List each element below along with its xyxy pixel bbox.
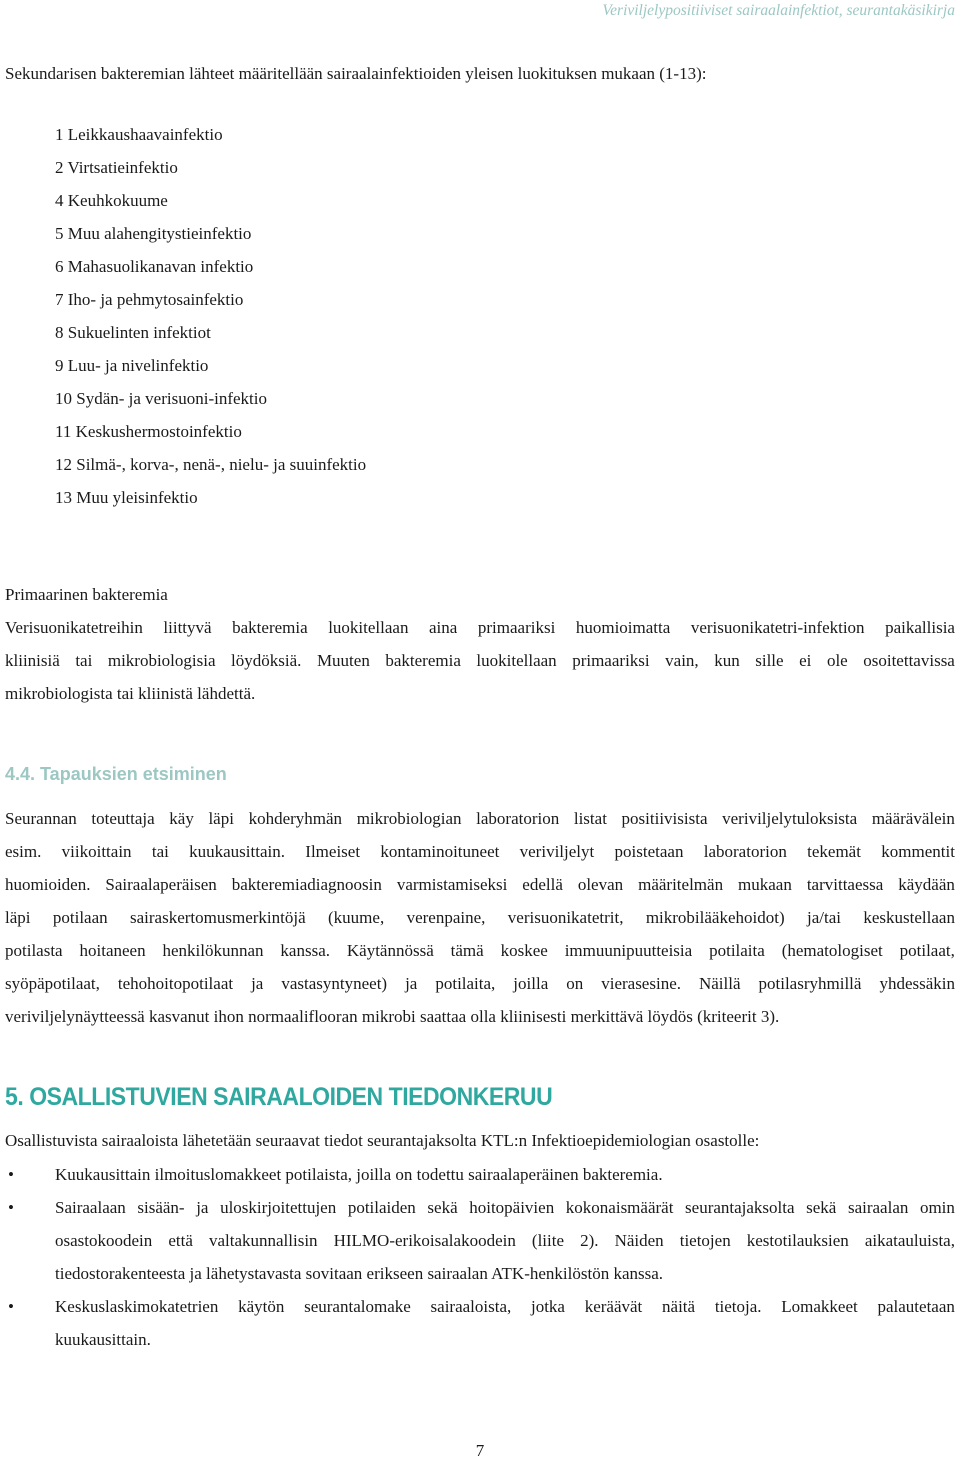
word: tai bbox=[151, 842, 169, 861]
word: mikrobiologisia bbox=[107, 651, 216, 670]
word: on bbox=[566, 974, 584, 993]
list-item: 10 Sydän- ja verisuoni-infektio bbox=[55, 389, 267, 408]
word: jotka bbox=[530, 1297, 565, 1316]
word: potilaita, bbox=[435, 974, 496, 993]
word: määrävälein bbox=[871, 809, 955, 828]
word: ja bbox=[405, 974, 418, 993]
word: käydään bbox=[898, 875, 955, 894]
word: viikoittain bbox=[61, 842, 132, 861]
page-number: 7 bbox=[475, 1441, 485, 1460]
word: edellä bbox=[522, 875, 563, 894]
word: laboratorion bbox=[476, 809, 560, 828]
word: kliinisiä bbox=[5, 651, 60, 670]
word: hoitaneen bbox=[79, 941, 146, 960]
word: (liite bbox=[531, 1231, 565, 1250]
word: Ilmeiset bbox=[305, 842, 361, 861]
word: ei bbox=[799, 651, 812, 670]
word: sekä bbox=[806, 1198, 837, 1217]
intro-paragraph: Sekundarisen bakteremian lähteet määritellään sairaalainfektioiden yleisen luokituksen mukaan (1-13): bbox=[5, 64, 707, 83]
section-heading-5: 5. OSALLISTUVIEN SAIRAALOIDEN TIEDONKERUU bbox=[5, 1083, 553, 1111]
word: liittyvä bbox=[163, 618, 212, 637]
word: tietoja. bbox=[714, 1297, 762, 1316]
bullet-item bbox=[55, 1191, 955, 1290]
word: sisään- bbox=[137, 1198, 185, 1217]
word: potilasryhmillä bbox=[758, 974, 862, 993]
word: primaariksi bbox=[477, 618, 556, 637]
paragraph-line bbox=[5, 967, 955, 1000]
paragraph-line bbox=[5, 901, 955, 934]
word: kuukausittain. bbox=[189, 842, 285, 861]
word: mikrobilääkehoidot) bbox=[645, 908, 785, 927]
word: huomioiden. bbox=[5, 875, 91, 894]
word: ole bbox=[826, 651, 848, 670]
paragraph-line bbox=[5, 802, 955, 835]
bullet-icon: • bbox=[8, 1165, 14, 1184]
word: listat bbox=[573, 809, 607, 828]
word: esim. bbox=[5, 842, 42, 861]
paragraph-line: mikrobiologista tai kliinistä lähdettä. bbox=[5, 684, 256, 703]
list-item: 4 Keuhkokuume bbox=[55, 191, 168, 210]
word: Näiden bbox=[614, 1231, 664, 1250]
section-heading-4-4: 4.4. Tapauksien etsiminen bbox=[5, 764, 227, 784]
word: käy bbox=[169, 809, 194, 828]
paragraph-line bbox=[5, 934, 955, 967]
word: osastokoodein bbox=[55, 1231, 153, 1250]
paragraph-line: kuukausittain. bbox=[55, 1330, 151, 1349]
bullet-item bbox=[55, 1158, 955, 1191]
primary-bacteremia-title: Primaarinen bakteremia bbox=[5, 585, 168, 604]
word: koskee bbox=[500, 941, 548, 960]
word: 2). bbox=[580, 1231, 599, 1250]
list-item: 9 Luu- ja nivelinfektio bbox=[55, 356, 209, 375]
word: sekä bbox=[427, 1198, 458, 1217]
word: aina bbox=[429, 618, 458, 637]
word: tehohoitopotilaat bbox=[117, 974, 234, 993]
word: veriviljelytuloksista bbox=[722, 809, 858, 828]
paragraph-line: Kuukausittain ilmoituslomakkeet potilaista, joilla on todettu sairaalaperäinen bakteremia. bbox=[55, 1165, 663, 1184]
word: luokitellaan bbox=[328, 618, 409, 637]
word: potilaiden bbox=[347, 1198, 416, 1217]
word: vierasesine. bbox=[601, 974, 681, 993]
word: Verisuonikatetreihin bbox=[5, 618, 143, 637]
word: ja bbox=[251, 974, 264, 993]
word: kohderyhmän bbox=[248, 809, 343, 828]
word: verenpaine, bbox=[406, 908, 486, 927]
list-item: 11 Keskushermostoinfektio bbox=[55, 422, 242, 441]
paragraph-line: veriviljelynäytteessä kasvanut ihon normaaliflooran mikrobi saattaa olla kliinisesti merkittävä löydös (kriteerit 3). bbox=[5, 1007, 780, 1026]
word: Lomakkeet bbox=[781, 1297, 858, 1316]
word: hoitopäivien bbox=[469, 1198, 555, 1217]
word: Muuten bbox=[316, 651, 370, 670]
word: osoitettavissa bbox=[863, 651, 955, 670]
primary-bacteremia-paragraph bbox=[5, 611, 955, 710]
word: sairaaloista, bbox=[430, 1297, 512, 1316]
word: syöpäpotilaat, bbox=[5, 974, 100, 993]
word: HILMO-erikoisalakoodein bbox=[333, 1231, 516, 1250]
word: läpi bbox=[208, 809, 234, 828]
word: valtakunnallisin bbox=[208, 1231, 318, 1250]
word: tarvittaessa bbox=[806, 875, 884, 894]
word: varmistamiseksi bbox=[396, 875, 508, 894]
word: ja bbox=[196, 1198, 209, 1217]
word: luokitellaan bbox=[476, 651, 557, 670]
word: sille bbox=[755, 651, 784, 670]
word: verisuonikatetrit, bbox=[507, 908, 624, 927]
paragraph-line: tiedostorakenteesta ja lähetystavasta sovitaan erikseen sairaalan ATK-henkilöstön kanssa. bbox=[55, 1264, 664, 1283]
word: tekemät bbox=[807, 842, 861, 861]
word: toteuttaja bbox=[91, 809, 155, 828]
word: huomioimatta bbox=[575, 618, 671, 637]
list-item: 6 Mahasuolikanavan infektio bbox=[55, 257, 254, 276]
word: vastasyntyneet) bbox=[281, 974, 388, 993]
word: tai bbox=[75, 651, 93, 670]
list-item: 5 Muu alahengitystieinfektio bbox=[55, 224, 252, 243]
word: potilasta bbox=[5, 941, 63, 960]
word: paikallisia bbox=[885, 618, 955, 637]
data-collection-intro: Osallistuvista sairaaloista lähetetään seuraavat tiedot seurantajaksolta KTL:n Infektioepidemiologian osastolle: bbox=[5, 1131, 760, 1150]
word: seurantalomake bbox=[304, 1297, 411, 1316]
word: Sairaalaperäisen bbox=[105, 875, 217, 894]
word: keskustellaan bbox=[863, 908, 955, 927]
word: mikrobiologian bbox=[356, 809, 462, 828]
bullet-item bbox=[55, 1290, 955, 1356]
word: kommentit bbox=[881, 842, 955, 861]
word: kestotilauksien bbox=[746, 1231, 849, 1250]
word: tämä bbox=[450, 941, 484, 960]
word: käytön bbox=[238, 1297, 285, 1316]
word: kanssa. bbox=[280, 941, 330, 960]
paragraph-line bbox=[55, 1290, 955, 1323]
word: aikatauluista, bbox=[864, 1231, 955, 1250]
word: primaariksi bbox=[572, 651, 650, 670]
word: potilaita bbox=[709, 941, 765, 960]
word: bakteremia bbox=[385, 651, 461, 670]
word: uloskirjoitettujen bbox=[220, 1198, 337, 1217]
word: kontaminoituneet bbox=[380, 842, 500, 861]
paragraph-line bbox=[55, 1224, 955, 1257]
word: ja/tai bbox=[807, 908, 841, 927]
list-item: 1 Leikkaushaavainfektio bbox=[55, 125, 223, 144]
word: näitä bbox=[662, 1297, 696, 1316]
word: laboratorion bbox=[703, 842, 787, 861]
word: positiivisista bbox=[621, 809, 708, 828]
word: (kuume, bbox=[328, 908, 385, 927]
paragraph-line bbox=[5, 835, 955, 868]
word: määritelmän bbox=[638, 875, 724, 894]
list-item: 12 Silmä-, korva-, nenä-, nielu- ja suuinfektio bbox=[55, 455, 367, 474]
word: bakteremiadiagnoosin bbox=[231, 875, 382, 894]
word: keräävät bbox=[584, 1297, 643, 1316]
word: että bbox=[168, 1231, 193, 1250]
bullet-icon: • bbox=[8, 1198, 14, 1217]
word: sairaalan bbox=[847, 1198, 909, 1217]
list-item: 2 Virtsatieinfektio bbox=[55, 158, 178, 177]
word: kun bbox=[714, 651, 740, 670]
word: vain, bbox=[665, 651, 699, 670]
bullet-icon: • bbox=[8, 1297, 14, 1316]
list-item: 7 Iho- ja pehmytosainfektio bbox=[55, 290, 244, 309]
word: henkilökunnan bbox=[162, 941, 264, 960]
word: löydöksiä. bbox=[231, 651, 302, 670]
paragraph-line bbox=[5, 644, 955, 677]
word: mukaan bbox=[738, 875, 792, 894]
word: Näillä bbox=[698, 974, 741, 993]
word: olevan bbox=[577, 875, 624, 894]
word: kokonaismäärät bbox=[565, 1198, 674, 1217]
word: potilaat, bbox=[899, 941, 955, 960]
case-finding-paragraph bbox=[5, 802, 955, 1033]
word: immuunipuutteisia bbox=[564, 941, 693, 960]
word: läpi bbox=[5, 908, 31, 927]
paragraph-line bbox=[5, 611, 955, 644]
word: palautetaan bbox=[877, 1297, 955, 1316]
list-item: 13 Muu yleisinfektio bbox=[55, 488, 198, 507]
word: sairaskertomusmerkintöjä bbox=[130, 908, 306, 927]
word: Keskuslaskimokatetrien bbox=[55, 1297, 219, 1316]
word: yhdessäkin bbox=[879, 974, 955, 993]
running-header: Veriviljelypositiiviset sairaalainfektiot, seurantakäsikirja bbox=[602, 2, 955, 19]
word: Seurannan bbox=[5, 809, 77, 828]
paragraph-line bbox=[5, 868, 955, 901]
word: omin bbox=[919, 1198, 955, 1217]
word: poistetaan bbox=[614, 842, 684, 861]
word: veriviljelyt bbox=[519, 842, 595, 861]
word: potilaan bbox=[52, 908, 108, 927]
word: Käytännössä bbox=[346, 941, 434, 960]
word: tietojen bbox=[679, 1231, 731, 1250]
word: seurantajaksolta bbox=[685, 1198, 795, 1217]
word: bakteremia bbox=[232, 618, 308, 637]
word: joilla bbox=[513, 974, 549, 993]
word: (hematologiset bbox=[781, 941, 883, 960]
infection-source-list bbox=[55, 118, 366, 514]
list-item: 8 Sukuelinten infektiot bbox=[55, 323, 211, 342]
word: verisuonikatetri-infektion bbox=[690, 618, 865, 637]
paragraph-line bbox=[55, 1191, 955, 1224]
word: Sairaalaan bbox=[55, 1198, 126, 1217]
